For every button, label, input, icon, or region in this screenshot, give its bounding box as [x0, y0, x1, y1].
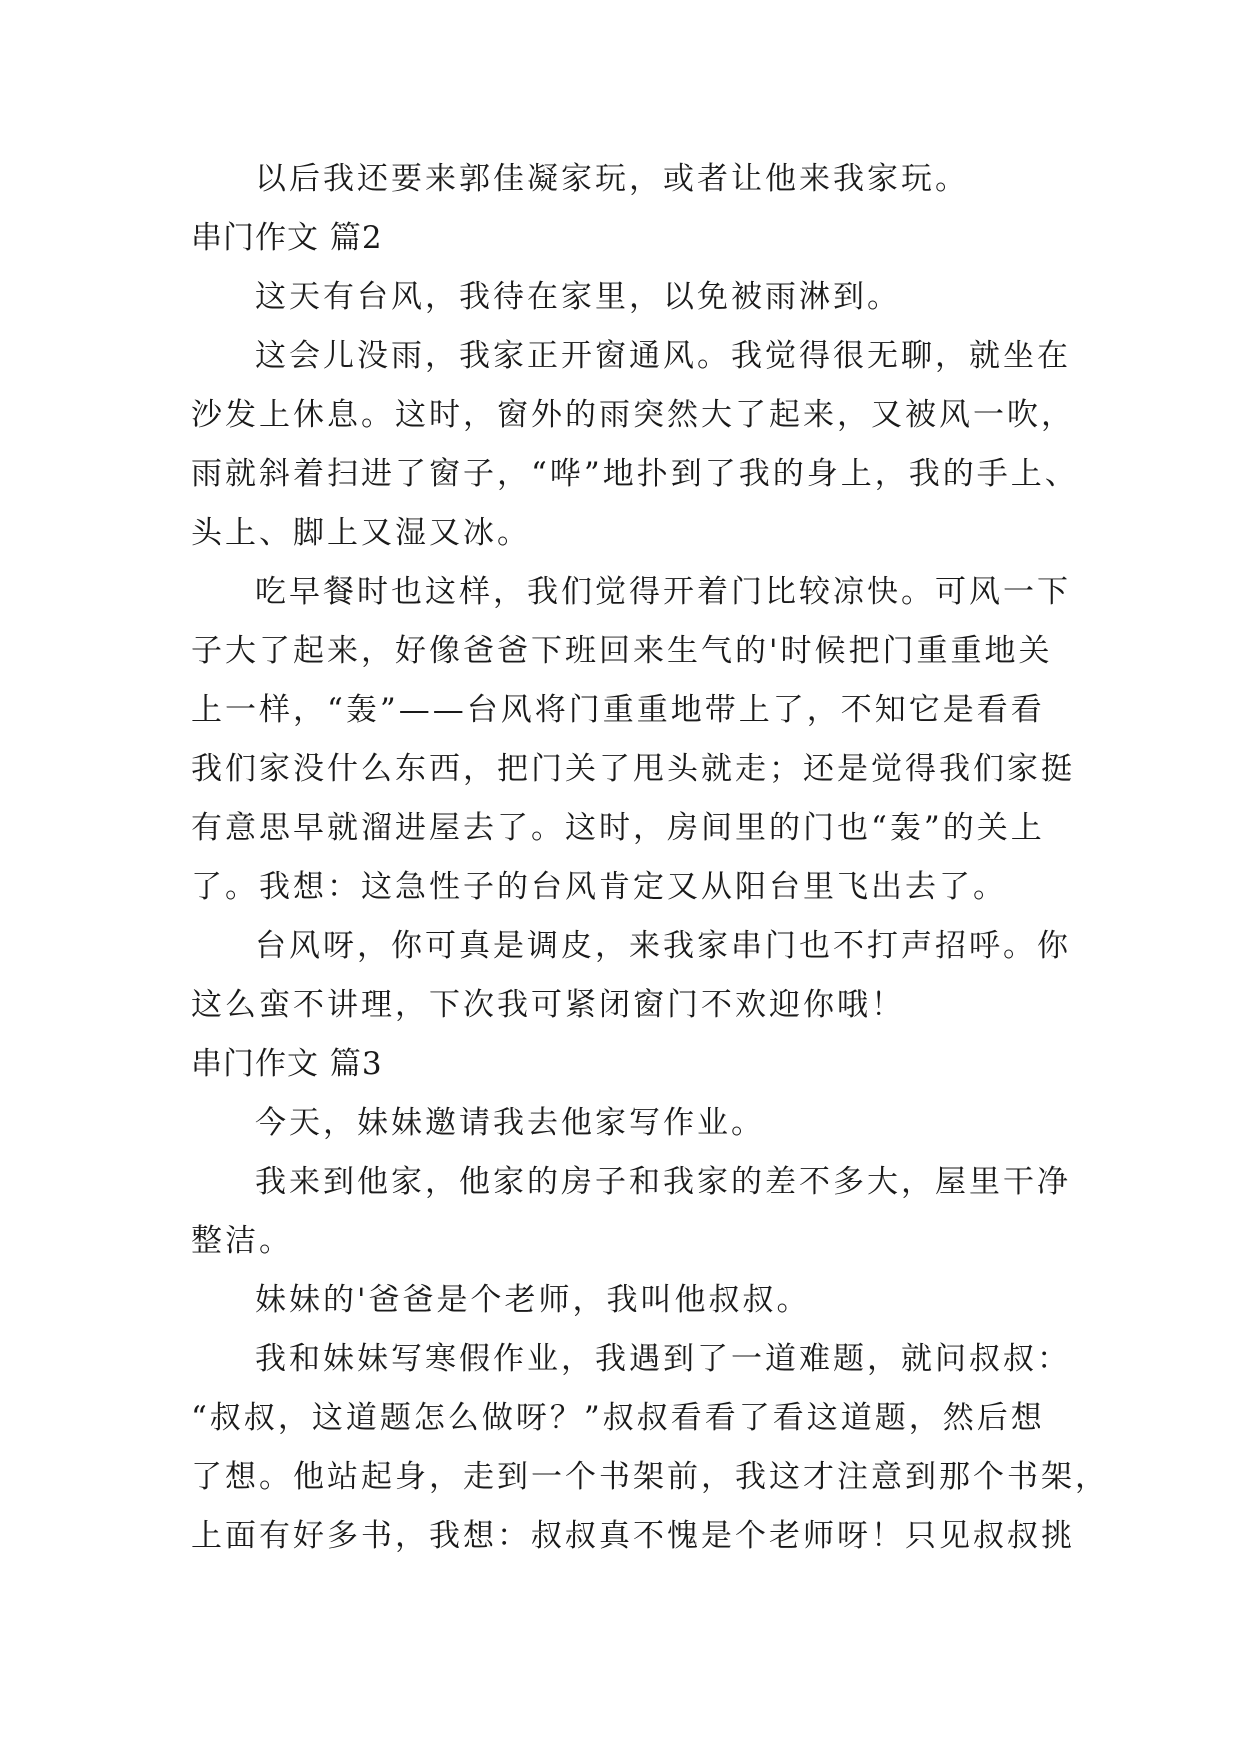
paragraph-line: 今天，妹妹邀请我去他家写作业。: [255, 1105, 765, 1141]
paragraph-line: 上一样，“轰”——台风将门重重地带上了，不知它是看看: [191, 692, 1045, 728]
paragraph-line: 上面有好多书，我想：叔叔真不愧是个老师呀！只见叔叔挑: [191, 1518, 1075, 1554]
paragraph-line: 这么蛮不讲理，下次我可紧闭窗门不欢迎你哦！: [191, 987, 905, 1023]
paragraph-line: 以后我还要来郭佳凝家玩，或者让他来我家玩。: [255, 161, 969, 197]
paragraph-line: 了想。他站起身，走到一个书架前，我这才注意到那个书架，: [191, 1459, 1109, 1495]
paragraph-line: 台风呀，你可真是调皮，来我家串门也不打声招呼。你: [255, 928, 1071, 964]
section-heading: 串门作文 篇3: [191, 1046, 383, 1082]
paragraph-line: 我们家没什么东西，把门关了甩头就走；还是觉得我们家挺: [191, 751, 1075, 787]
paragraph-line: 整洁。: [191, 1223, 293, 1259]
section-heading: 串门作文 篇2: [191, 220, 383, 256]
paragraph-line: 沙发上休息。这时，窗外的雨突然大了起来，又被风一吹，: [191, 397, 1075, 433]
paragraph-line: 我来到他家，他家的房子和我家的差不多大，屋里干净: [255, 1164, 1071, 1200]
paragraph-line: 了。我想：这急性子的台风肯定又从阳台里飞出去了。: [191, 869, 1007, 905]
paragraph-line: 我和妹妹写寒假作业，我遇到了一道难题，就问叔叔：: [255, 1341, 1071, 1377]
paragraph-line: 有意思早就溜进屋去了。这时，房间里的门也“轰”的关上: [191, 810, 1045, 846]
paragraph-line: “叔叔，这道题怎么做呀？”叔叔看看了看这道题，然后想: [191, 1400, 1045, 1436]
paragraph-line: 头上、脚上又湿又冰。: [191, 515, 531, 551]
paragraph-line: 妹妹的'爸爸是个老师，我叫他叔叔。: [255, 1282, 811, 1318]
paragraph-line: 这天有台风，我待在家里，以免被雨淋到。: [255, 279, 901, 315]
paragraph-line: 子大了起来，好像爸爸下班回来生气的'时候把门重重地关: [191, 633, 1053, 669]
paragraph-line: 吃早餐时也这样，我们觉得开着门比较凉快。可风一下: [255, 574, 1071, 610]
paragraph-line: 这会儿没雨，我家正开窗通风。我觉得很无聊，就坐在: [255, 338, 1071, 374]
paragraph-line: 雨就斜着扫进了窗子，“哗”地扑到了我的身上，我的手上、: [191, 456, 1079, 492]
document-page: [191, 150, 1109, 1566]
